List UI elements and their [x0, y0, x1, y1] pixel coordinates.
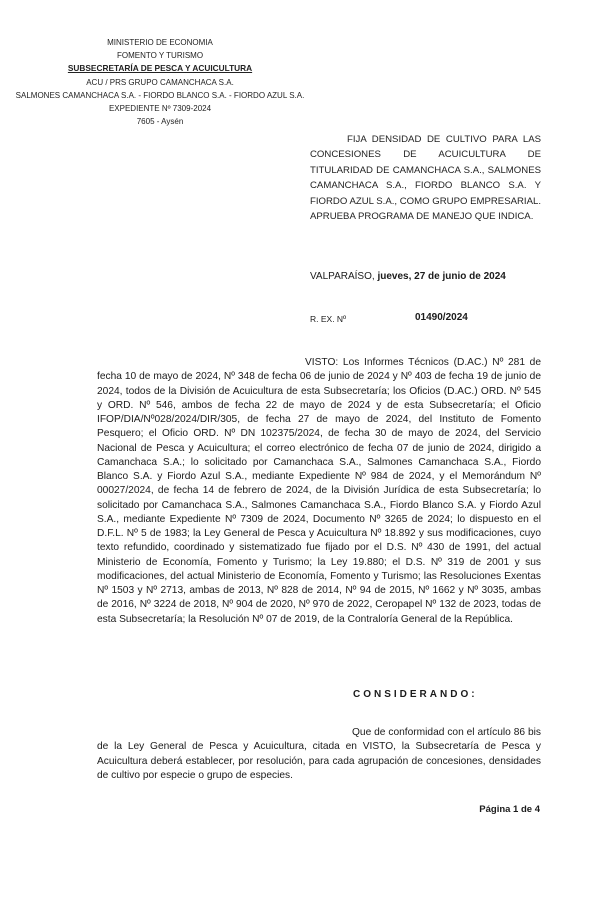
- date-label: jueves, 27 de junio de 2024: [377, 271, 506, 282]
- place-date-line: [310, 271, 550, 282]
- ministry-line-2: FOMENTO Y TURISMO: [116, 51, 204, 61]
- considerando-paragraph: Que de conformidad con el artículo 86 bis de la Ley General de Pesca y Acuicultura, citada en VISTO, la Subsecretaría de Pesca y Acuicultura deberá establecer, por resolución, para cada agrupación de concesiones, densidades de cultivo por especie o grupo de especies.: [97, 727, 541, 781]
- acu-group-line: ACU / PRS GRUPO CAMANCHACA S.A.: [86, 77, 234, 87]
- place-label: VALPARAÍSO,: [310, 271, 375, 282]
- region-line: 7605 - Aysén: [136, 117, 184, 127]
- considerando-heading: CONSIDERANDO:: [353, 689, 478, 700]
- expediente-line: EXPEDIENTE Nº 7309-2024: [108, 104, 212, 114]
- resolution-subject: FIJA DENSIDAD DE CULTIVO PARA LAS CONCESIONES DE ACUICULTURA DE TITULARIDAD DE CAMANCHACA S.A., SALMONES CAMANCHACA S.A., FIORDO BLANCO S.A. Y FIORDO AZUL S.A., COMO GRUPO EMPRESARIAL. APRUEBA PROGRAMA DE MANEJO QUE INDICA.: [310, 134, 541, 223]
- subsecretaria-line: SUBSECRETARÍA DE PESCA Y ACUICULTURA: [67, 63, 253, 74]
- resolution-number-line: [310, 314, 541, 324]
- visto-paragraph: VISTO: Los Informes Técnicos (D.AC.) Nº 281 de fecha 10 de mayo de 2024, Nº 348 de fecha 06 de junio de 2024 y Nº 403 de fecha 19 de junio de 2024, todos de la División de Acuicultura de esta Subsecretaría; los Oficios (D.AC.) ORD. Nº 545 y ORD. Nº 546, ambos de fecha 22 de mayo de 2024 y de esta Subsecretaría; el Oficio IFOP/DIA/Nº028/2024/DIR/305, de fecha 27 de mayo de 2024, del Instituto de Fomento Pesquero; el Oficio ORD. Nº DN 102375/2024, de fecha 30 de mayo de 2024, del Servicio Nacional de Pesca y Acuicultura; el correo electrónico de fecha 07 de junio de 2024, dirigido a Camanchaca S.A.; lo solicitado por Camanchaca S.A., Salmones Camanchaca S.A., Fiordo Blanco S.A. y Fiordo Azul S.A., mediante Expediente Nº 984 de 2024, y el Memorándum Nº 00027/2024, de fecha 14 de febrero de 2024, de la División Jurídica de esta Subsecretaría; lo solicitado por Camanchaca S.A., Salmones Camanchaca S.A., Fiordo Blanco S.A. y Fiordo Azul S.A., mediante Expediente Nº 7309 de 2024, Documento Nº 3265 de 2024; lo dispuesto en el D.F.L. Nº 5 de 1983; la Ley General de Pesca y Acuicultura Nº 18.892 y sus modificaciones, cuyo texto refundido, coordinado y sistematizado fue fijado por el D.S. Nº 430 de 1991, del actual Ministerio de Economía, Fomento y Turismo; la Ley 19.880; el D.S. Nº 319 de 2001 y sus modificaciones, del actual Ministerio de Economía, Fomento y Turismo; las Resoluciones Exentas Nº 1503 y Nº 2713, ambas de 2013, Nº 828 de 2014, Nº 94 de 2015, Nº 1662 y Nº 3035, ambas de 2016, Nº 3224 de 2018, Nº 904 de 2020, Nº 970 de 2022, Ceropapel Nº 132 de 2023, todas de esta Subsecretaría; la Resolución Nº 07 de 2019, de la Contraloría General de la República.: [97, 357, 541, 625]
- ministry-line-1: MINISTERIO DE ECONOMIA: [107, 38, 213, 47]
- resolution-label: R. EX. Nº: [310, 314, 347, 324]
- letterhead: [0, 36, 320, 128]
- companies-line: SALMONES CAMANCHACA S.A. - FIORDO BLANCO S.A. - FIORDO AZUL S.A.: [15, 90, 305, 100]
- page-number: Página 1 de 4: [479, 804, 540, 815]
- resolution-number: 01490/2024: [415, 312, 468, 323]
